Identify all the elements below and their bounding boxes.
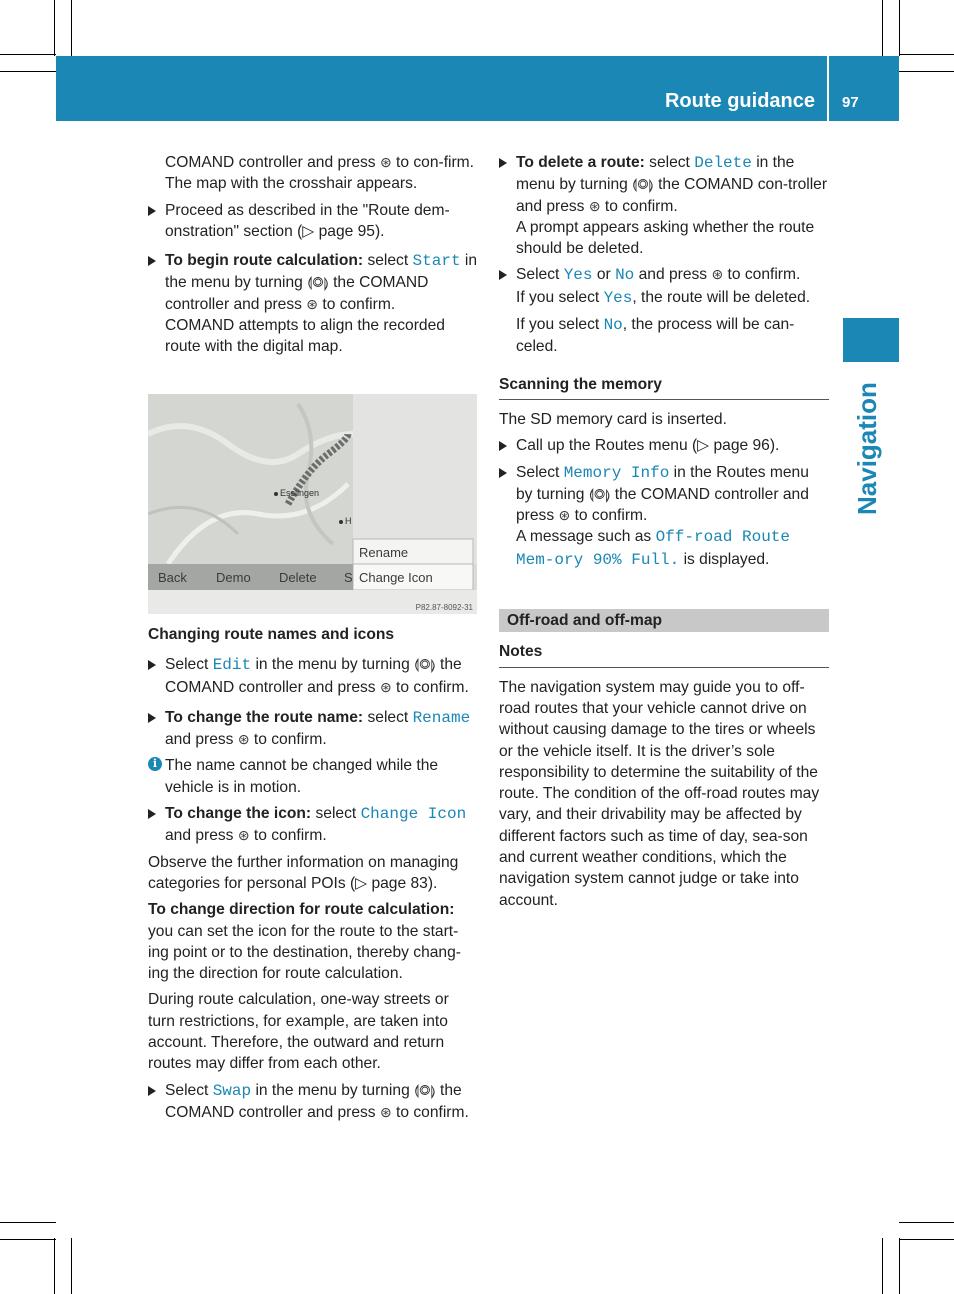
- controller-press-icon: ⊛: [588, 197, 601, 214]
- menu-item-rename: Rename: [359, 545, 409, 560]
- text: A message such as: [516, 528, 652, 546]
- crop-mark: [71, 0, 72, 56]
- controller-turn-icon: ⟬◎⟭: [307, 274, 329, 291]
- list-item: [148, 803, 478, 847]
- text: Call up the Routes menu (▷ page 96).: [516, 437, 780, 455]
- crop-mark: [899, 0, 900, 56]
- text: to confirm.: [727, 266, 801, 284]
- info-icon: i: [148, 757, 162, 771]
- bullet-arrow-icon: [499, 441, 507, 451]
- list-item: [148, 250, 478, 357]
- left-column-lower: [148, 624, 478, 1128]
- bullet-arrow-icon: [148, 713, 156, 723]
- text: the COMAND controller and press: [516, 485, 809, 525]
- soft-key-back: Back: [158, 570, 187, 585]
- header-divider: [827, 56, 829, 121]
- comand-screen-image: [148, 394, 477, 614]
- text: The map with the crosshair appears.: [165, 175, 418, 193]
- text: is displayed.: [683, 550, 770, 568]
- list-item: [499, 152, 829, 259]
- text: to confirm.: [253, 827, 327, 845]
- text: to confirm.: [604, 197, 678, 215]
- bullet-arrow-icon: [499, 468, 507, 478]
- side-tab-marker: [843, 318, 899, 362]
- map-label: H: [345, 516, 352, 526]
- text: in the menu by turning: [255, 656, 410, 674]
- list-item: [499, 435, 829, 456]
- text: Select: [516, 266, 560, 284]
- crop-mark: [71, 1238, 72, 1294]
- text: Select: [516, 463, 560, 481]
- list-item: [499, 264, 829, 309]
- bullet-arrow-icon: [148, 206, 156, 216]
- text: and press: [638, 266, 708, 284]
- info-note: [148, 755, 478, 798]
- page-title: Route guidance: [664, 90, 815, 112]
- text: and press: [165, 731, 234, 749]
- controller-turn-icon: ⟬◎⟭: [414, 1081, 436, 1098]
- text: and press: [165, 827, 234, 845]
- text: to confirm.: [396, 678, 469, 696]
- left-column: [148, 152, 478, 363]
- section-heading: Changing route names and icons: [148, 626, 395, 643]
- text: in the menu by turning: [516, 154, 795, 194]
- section-heading: Scanning the memory: [499, 374, 829, 400]
- crop-mark: [899, 54, 954, 55]
- menu-item-yes: Yes: [563, 266, 593, 285]
- controller-press-icon: ⊛: [237, 827, 250, 844]
- text: select: [367, 252, 409, 270]
- map-label: Esslingen: [280, 488, 320, 498]
- controller-turn-icon: ⟬◎⟭: [414, 656, 436, 673]
- controller-press-icon: ⊛: [379, 1103, 392, 1120]
- step-label: To change the icon:: [165, 805, 312, 823]
- text: select: [649, 154, 690, 171]
- display-message: Off-road Route Mem-ory 90% Full.: [516, 528, 790, 569]
- paragraph: [499, 314, 829, 358]
- text: to confirm.: [396, 1103, 469, 1121]
- menu-item-delete: Delete: [694, 154, 752, 172]
- paragraph: [148, 899, 478, 984]
- paragraph: The SD memory card is inserted.: [499, 410, 727, 428]
- section-banner: Off-road and off-map: [499, 609, 829, 632]
- text: in the Routes menu by turning: [516, 463, 809, 503]
- page-number: 97: [842, 94, 859, 111]
- list-item: [148, 1080, 478, 1124]
- controller-press-icon: ⊛: [237, 731, 250, 748]
- crop-mark: [54, 1238, 55, 1294]
- bullet-arrow-icon: [499, 158, 507, 168]
- text: the COMAND con-troller and press: [516, 176, 828, 215]
- text: to con-firm.: [396, 154, 474, 171]
- paragraph: The navigation system may guide you to off-road routes that your vehicle cannot drive on without causing damage to the tires or wheels or the vehicle itself. It is the driver’s sole responsibility to determine the suitability of the route. The condition of the off-road routes may vary, and their drivability may be affected by different factors such as time of day, sea-son and current weather conditions, which the navigation system cannot judge or take into account.: [499, 678, 820, 909]
- menu-item-no: No: [615, 266, 635, 285]
- list-item: [148, 200, 478, 243]
- text: If you select: [516, 288, 600, 306]
- crop-mark: [882, 0, 883, 56]
- text: , the route will be deleted.: [632, 288, 811, 306]
- controller-press-icon: ⊛: [558, 507, 571, 524]
- menu-item-change-icon: Change Icon: [359, 570, 433, 585]
- text: in the menu by turning: [255, 1081, 410, 1099]
- text: Proceed as described in the "Route dem-onstration" section (▷ page 95).: [165, 201, 450, 240]
- bullet-arrow-icon: [148, 660, 156, 670]
- bullet-arrow-icon: [148, 1086, 156, 1096]
- step-label: To change direction for route calculation:: [148, 901, 455, 919]
- text: or: [596, 266, 611, 284]
- crop-mark: [0, 1239, 56, 1240]
- text: the COMAND controller and press: [165, 1081, 462, 1121]
- crop-mark: [54, 0, 55, 56]
- text: Select: [165, 1081, 209, 1099]
- menu-item-edit: Edit: [212, 656, 252, 675]
- list-item: [499, 462, 829, 571]
- text: in the menu by turning: [165, 252, 478, 292]
- crop-mark: [899, 1239, 954, 1240]
- crop-mark: [0, 54, 56, 55]
- soft-key-delete: Delete: [279, 570, 317, 585]
- controller-turn-icon: ⟬◎⟭: [632, 176, 654, 193]
- section-heading: Notes: [499, 641, 829, 667]
- menu-item-start: Start: [412, 252, 461, 271]
- menu-item-change-icon: Change Icon: [360, 805, 467, 824]
- side-tab-label: Navigation: [852, 382, 882, 515]
- list-item: [148, 707, 478, 751]
- crop-mark: [0, 71, 56, 72]
- menu-item-no: No: [603, 316, 623, 335]
- figure-caption: P82.87-8092-31: [415, 603, 473, 612]
- text: to confirm.: [253, 731, 327, 749]
- text: select: [315, 805, 357, 823]
- soft-key-demo: Demo: [216, 570, 251, 585]
- crop-mark: [0, 1222, 56, 1223]
- intro-paragraph: [148, 152, 478, 195]
- text: If you select: [516, 316, 600, 334]
- crop-mark: [899, 1222, 954, 1223]
- text: the COMAND controller and press: [165, 656, 462, 696]
- step-label: To begin route calculation:: [165, 252, 364, 270]
- list-item: [148, 654, 478, 698]
- controller-turn-icon: ⟬◎⟭: [588, 485, 611, 502]
- bullet-arrow-icon: [148, 809, 156, 819]
- text: , the process will be can-celed.: [516, 316, 795, 356]
- step-label: To delete a route:: [516, 154, 645, 171]
- controller-press-icon: ⊛: [711, 266, 724, 283]
- text: COMAND controller and press: [165, 154, 376, 171]
- menu-item-yes: Yes: [603, 288, 633, 307]
- text: to confirm.: [322, 295, 396, 313]
- text: A prompt appears asking whether the route should be deleted.: [516, 218, 815, 258]
- text: you can set the icon for the route to the start-ing point or to the destination, thereby chang-ing the direction for route calculation.: [148, 922, 461, 983]
- bullet-arrow-icon: [499, 270, 507, 280]
- crop-mark: [882, 1238, 883, 1294]
- paragraph: During route calculation, one-way streets or turn restrictions, for example, are taken into account. Therefore, the outward and return routes may differ from each other.: [148, 991, 449, 1073]
- crop-mark: [899, 1238, 900, 1294]
- controller-press-icon: ⊛: [379, 154, 392, 170]
- step-label: To change the route name:: [165, 708, 364, 726]
- paragraph: Observe the further information on managing categories for personal POIs (▷ page 83).: [148, 853, 459, 892]
- menu-item-rename: Rename: [412, 708, 471, 727]
- header-bar: [56, 56, 899, 121]
- text: to confirm.: [574, 507, 648, 525]
- text: COMAND attempts to align the recorded route with the digital map.: [165, 317, 445, 356]
- controller-press-icon: ⊛: [306, 295, 319, 312]
- menu-item-swap: Swap: [212, 1081, 252, 1100]
- crop-mark: [899, 71, 954, 72]
- soft-key-s: S: [344, 570, 353, 585]
- text: select: [367, 708, 409, 726]
- right-column: [499, 152, 829, 916]
- controller-press-icon: ⊛: [379, 678, 392, 695]
- menu-item-memory-info: Memory Info: [563, 463, 670, 482]
- text: The name cannot be changed while the vehicle is in motion.: [165, 757, 439, 796]
- text: Select: [165, 656, 209, 674]
- text: the COMAND controller and press: [165, 274, 429, 313]
- bullet-arrow-icon: [148, 256, 156, 266]
